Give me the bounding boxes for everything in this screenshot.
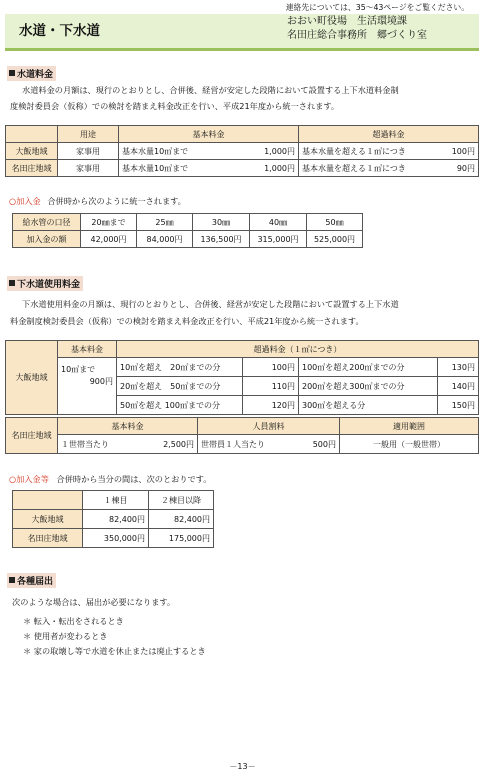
table-header-cell: 用途 — [58, 126, 119, 143]
basic-fee-cell: 10㎥まで 900円 — [58, 358, 117, 415]
second-building-fee-cell: 175,000円 — [149, 529, 214, 548]
basic-price-cell: 2,500円 — [132, 435, 198, 454]
row-header-cell: 加入金の額 — [13, 231, 81, 248]
join-fee-cell: 525,000円 — [307, 231, 363, 248]
list-item: ＊ 家の取壊し等で水道を休止または廃止するとき — [23, 646, 206, 656]
table-header-cell: 基本料金 — [119, 126, 299, 143]
tier-price-cell: 110円 — [243, 377, 299, 396]
table-row — [6, 143, 479, 160]
basic-label-cell: １世帯当たり — [58, 435, 132, 454]
contact-note: 連絡先については、35～43ページをご覧ください。 — [285, 3, 469, 12]
department-line-1: おおい町役場 生活環境課 — [287, 16, 407, 27]
join-fee-cell: 84,000円 — [137, 231, 193, 248]
table-header-row — [6, 126, 479, 143]
table-header-cell: 超過料金（１㎥につき） — [117, 341, 479, 358]
notices-heading: 各種届出 — [7, 573, 56, 588]
table-row — [6, 160, 479, 177]
table-header-cell: １棟目 — [83, 491, 149, 510]
tier-price-cell: 140円 — [438, 377, 479, 396]
page-title: 水道・下水道 — [19, 23, 100, 39]
first-building-fee-cell: 82,400円 — [83, 510, 149, 529]
join-fee-cell: 136,500円 — [193, 231, 250, 248]
water-fee-paragraph-1: 水道料金の月額は、現行のとおりとし、合併後、経営が安定した段階において設置する上下水道料金制 — [22, 85, 399, 95]
tier-label-cell: 50㎥を超え 100㎥までの分 — [117, 396, 243, 415]
pipe-size-cell: 25㎜ — [137, 214, 193, 231]
area-cell: 大飯地域 — [6, 341, 58, 415]
table-header-cell — [6, 126, 58, 143]
join-fee-mark: ○加入金 — [9, 196, 41, 206]
row-header-cell: 給水管の口径 — [13, 214, 81, 231]
tier-label-cell: 300㎥を超える分 — [299, 396, 438, 415]
pipe-size-cell: 40㎜ — [250, 214, 307, 231]
department-line-2: 名田庄総合事務所 郷づくり室 — [287, 30, 427, 41]
table-header-cell: 超過料金 — [299, 126, 479, 143]
second-building-fee-cell: 82,400円 — [149, 510, 214, 529]
pipe-size-cell: 30㎜ — [193, 214, 250, 231]
per-person-label-cell: 世帯員１人当たり — [198, 435, 280, 454]
pipe-size-cell: 50㎜ — [307, 214, 363, 231]
square-bullet-icon — [9, 577, 15, 583]
first-building-fee-cell: 350,000円 — [83, 529, 149, 548]
area-cell: 大飯地域 — [13, 510, 83, 529]
table-row — [13, 231, 363, 248]
page-header — [5, 14, 479, 51]
tier-label-cell: 100㎥を超え200㎥までの分 — [299, 358, 438, 377]
tier-price-cell: 120円 — [243, 396, 299, 415]
excess-fee-cell: 基本水量を超える１㎥につき 100円 — [299, 143, 479, 160]
use-cell: 家事用 — [58, 160, 119, 177]
area-cell: 名田庄地域 — [6, 418, 58, 454]
water-fee-heading: 水道料金 — [7, 66, 56, 81]
table-header-cell — [13, 491, 83, 510]
table-header-row — [13, 491, 214, 510]
excess-fee-cell: 基本水量を超える１㎥につき 90円 — [299, 160, 479, 177]
water-fee-paragraph-2: 度検討委員会（仮称）での検討を踏まえ料金改正を行い、平成21年度から統一されます。 — [10, 101, 340, 111]
tier-price-cell: 100円 — [243, 358, 299, 377]
list-item: ＊ 使用者が変わるとき — [23, 631, 108, 641]
tier-price-cell: 130円 — [438, 358, 479, 377]
tier-label-cell: 10㎥を超え 20㎥までの分 — [117, 358, 243, 377]
basic-fee-cell: 基本水量10㎥まで 1,000円 — [119, 143, 299, 160]
table-header-row — [6, 341, 479, 358]
square-bullet-icon — [9, 70, 15, 76]
sewer-join-fee-table — [12, 490, 214, 548]
join-fee-cell: 42,000円 — [81, 231, 137, 248]
basic-fee-cell: 基本水量10㎥まで 1,000円 — [119, 160, 299, 177]
tier-label-cell: 20㎥を超え 50㎥までの分 — [117, 377, 243, 396]
list-item: ＊ 転入・転出をされるとき — [23, 616, 124, 626]
table-header-cell: 人員割料 — [198, 418, 340, 435]
table-row — [6, 358, 479, 377]
table-row — [13, 510, 214, 529]
pipe-size-cell: 20㎜まで — [81, 214, 137, 231]
table-row — [6, 435, 479, 454]
sewer-ohi-table — [5, 340, 479, 415]
table-header-cell: 基本料金 — [58, 341, 117, 358]
join-fee-cell: 315,000円 — [250, 231, 307, 248]
page-number: －13－ — [229, 762, 256, 771]
water-fee-table — [5, 125, 479, 177]
table-header-cell: ２棟目以降 — [149, 491, 214, 510]
sewer-join-note: ○加入金等 合併時から当分の間は、次のとおりです。 — [9, 474, 212, 484]
table-header-cell: 適用範囲 — [340, 418, 479, 435]
join-fee-mark: ○加入金等 — [9, 474, 49, 484]
table-header-cell: 基本料金 — [58, 418, 198, 435]
per-person-price-cell: 500円 — [280, 435, 340, 454]
table-row — [13, 529, 214, 548]
sewer-fee-heading: 下水道使用料金 — [7, 276, 83, 291]
water-join-fee-table — [12, 213, 363, 248]
table-header-row — [6, 418, 479, 435]
area-cell: 名田庄地域 — [6, 160, 58, 177]
sewer-fee-paragraph-1: 下水道使用料金の月額は、現行のとおりとし、合併後、経営が安定した段階において設置する上下水道 — [22, 299, 399, 309]
square-bullet-icon — [9, 280, 15, 286]
sewer-fee-paragraph-2: 料金制度検討委員会（仮称）での検討を踏まえ料金改正を行い、平成21年度から統一されます。 — [10, 316, 364, 326]
table-row — [13, 214, 363, 231]
area-cell: 大飯地域 — [6, 143, 58, 160]
tier-label-cell: 200㎥を超え300㎥までの分 — [299, 377, 438, 396]
scope-cell: 一般用（一般世帯） — [340, 435, 479, 454]
use-cell: 家事用 — [58, 143, 119, 160]
water-join-note: ○加入金 合併時から次のように統一されます。 — [9, 196, 186, 206]
area-cell: 名田庄地域 — [13, 529, 83, 548]
department-info — [287, 15, 427, 43]
notices-intro: 次のような場合は、届出が必要になります。 — [12, 597, 176, 607]
tier-price-cell: 150円 — [438, 396, 479, 415]
sewer-nataso-table — [5, 417, 479, 454]
